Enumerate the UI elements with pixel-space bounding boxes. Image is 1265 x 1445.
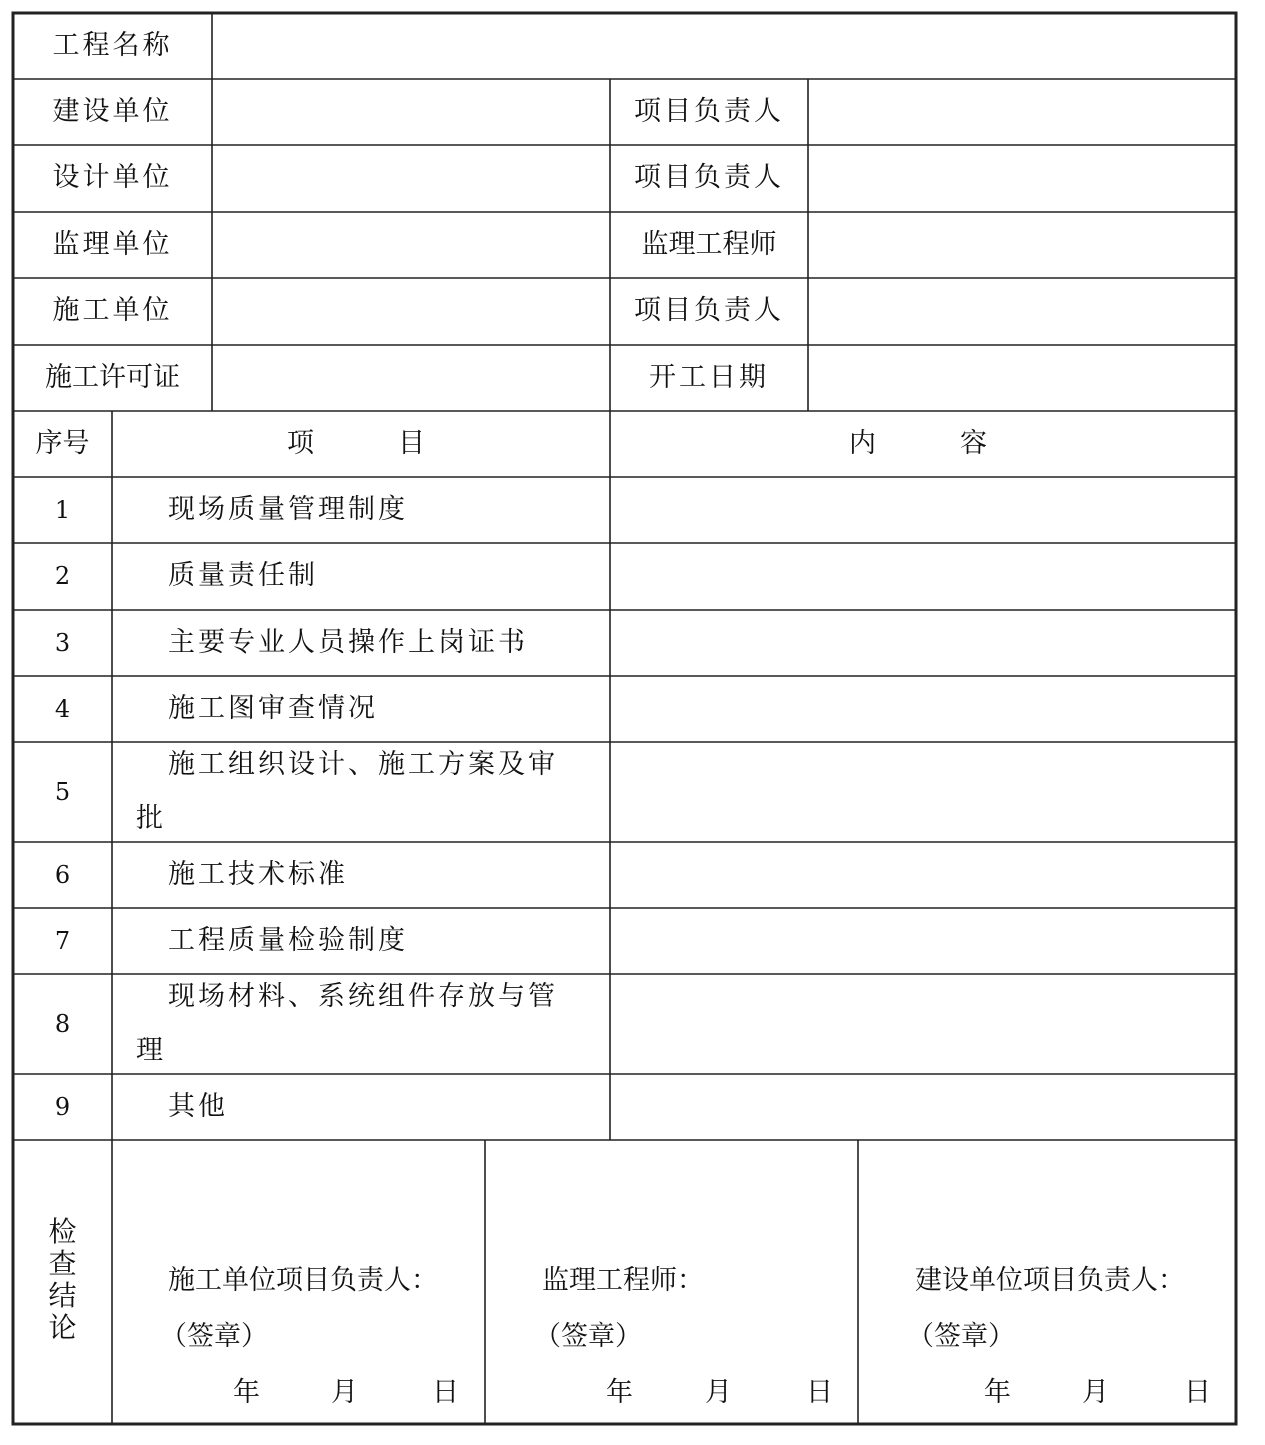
owner-seal: （签章） — [907, 1321, 1015, 1352]
date-year: 年 — [984, 1377, 1011, 1408]
item-text: 现场质量管理制度 — [168, 494, 408, 525]
column-header-no: 序号 — [35, 428, 90, 459]
start-date-label: 开工日期 — [649, 362, 769, 393]
item-text: 质量责任制 — [168, 560, 318, 591]
date-year: 年 — [606, 1377, 633, 1408]
date-day: 日 — [806, 1377, 833, 1408]
project-name-label: 工程名称 — [52, 30, 173, 61]
item-text: 主要专业人员操作上岗证书 — [168, 627, 528, 658]
construction-unit-label: 建设单位 — [52, 96, 173, 127]
supervision-unit-label: 监理单位 — [52, 229, 173, 260]
item-text: 现场材料、系统组件存放与管 — [168, 981, 558, 1012]
design-lead-label: 项目负责人 — [634, 162, 784, 193]
item-number: 6 — [54, 861, 71, 889]
item-text-continuation: 批 — [136, 803, 166, 834]
conclusion-char: 结 — [48, 1279, 77, 1312]
contractor-signer-role: 施工单位项目负责人： — [168, 1265, 438, 1296]
conclusion-char: 论 — [48, 1311, 77, 1344]
item-number: 9 — [54, 1093, 71, 1121]
item-text: 施工图审查情况 — [168, 693, 378, 724]
contractor-lead-label: 项目负责人 — [634, 295, 784, 326]
design-unit-label: 设计单位 — [52, 162, 173, 193]
construction-lead-label: 项目负责人 — [634, 96, 784, 127]
item-text: 工程质量检验制度 — [168, 925, 408, 956]
contractor-seal: （签章） — [160, 1321, 268, 1352]
column-header-item: 项 目 — [287, 428, 435, 459]
item-number: 5 — [54, 778, 71, 806]
permit-label: 施工许可证 — [45, 362, 180, 393]
conclusion-char: 检 — [48, 1215, 77, 1248]
contractor-unit-label: 施工单位 — [52, 295, 173, 326]
conclusion-char: 查 — [48, 1247, 77, 1280]
item-number: 2 — [54, 562, 71, 590]
item-number: 8 — [54, 1010, 71, 1038]
supervisor-seal: （签章） — [534, 1321, 642, 1352]
date-day: 日 — [1184, 1377, 1211, 1408]
item-number: 4 — [54, 695, 71, 723]
date-month: 月 — [331, 1377, 358, 1408]
date-day: 日 — [432, 1377, 459, 1408]
item-text-continuation: 理 — [136, 1035, 166, 1066]
item-text: 施工技术标准 — [168, 859, 348, 890]
item-text: 其他 — [168, 1091, 228, 1122]
supervising-engineer-label: 监理工程师 — [641, 229, 777, 260]
item-text: 施工组织设计、施工方案及审 — [168, 749, 558, 780]
item-number: 7 — [54, 927, 71, 955]
date-month: 月 — [705, 1377, 732, 1408]
inspection-conclusion-label — [13, 1216, 112, 1344]
column-header-content: 内 容 — [849, 428, 997, 459]
date-month: 月 — [1082, 1377, 1109, 1408]
date-year: 年 — [233, 1377, 260, 1408]
supervisor-signer-role: 监理工程师： — [542, 1265, 704, 1296]
item-number: 1 — [54, 496, 71, 524]
item-number: 3 — [54, 629, 71, 657]
owner-signer-role: 建设单位项目负责人： — [915, 1265, 1185, 1296]
